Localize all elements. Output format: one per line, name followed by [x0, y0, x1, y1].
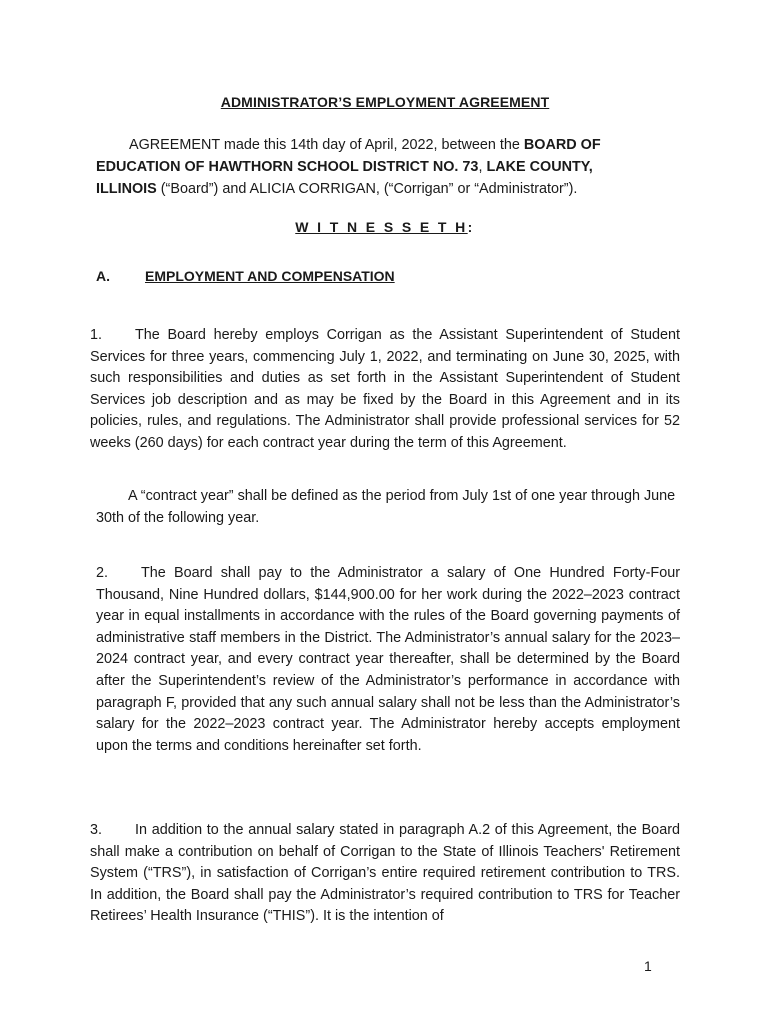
- section-a-heading: [96, 268, 395, 284]
- intro-lead: AGREEMENT made this 14th day of April, 2022, between the: [129, 137, 524, 153]
- paragraph-2-number: 2.: [96, 565, 109, 581]
- intro-tail: (“Board”) and ALICIA CORRIGAN, (“Corrigan” or “Administrator”).: [156, 181, 578, 197]
- paragraph-3: [90, 820, 680, 928]
- section-a-title: EMPLOYMENT AND COMPENSATION: [145, 268, 395, 284]
- witnesseth-text: W I T N E S S E T H: [295, 219, 468, 235]
- paragraph-1-text: The Board hereby employs Corrigan as the Assistant Superintendent of Student Services for three years, commencing July 1, 2022, and terminating on June 30, 2025, with such responsibilities and duties as set forth in the Assistant Superintendent of Student Services job description and as may be fixed by the Board in this Agreement and in its policies, rules, and regulations. The Administrator shall provide professional services for 52 weeks (260 days) for each contract year during the term of this Agreement.: [90, 327, 680, 451]
- paragraph-1: [90, 325, 680, 455]
- paragraph-3-text: In addition to the annual salary stated in paragraph A.2 of this Agreement, the Board shall make a contribution on behalf of Corrigan to the State of Illinois Teachers' Retirement System (“TRS”), in satisfaction of Corrigan’s entire required retirement contribution to TRS. In addition, the Board shall pay the Administrator’s required contribution to TRS for Teacher Retirees’ Health Insurance (“THIS”). It is the intention of: [90, 822, 680, 925]
- section-a-letter: A.: [96, 268, 110, 284]
- paragraph-2-text: The Board shall pay to the Administrator a salary of One Hundred Forty-Four Thousand, Nine Hundred dollars, $144,900.00 for her work during the 2022–2023 contract year in equal installments in accordance with the rules of the Board governing payments of administrative staff members in the District. The Administrator’s annual salary for the 2023–2024 contract year, and every contract year thereafter, shall be determined by the Board after the Superintendent’s review of the Administrator’s performance in accordance with paragraph F, provided that any such annual salary shall not be less than the Administrator’s salary for the 2022–2023 contract year. The Administrator hereby accepts employment upon the terms and conditions hereinafter set forth.: [96, 565, 680, 754]
- board-name: BOARD OF EDUCATION OF HAWTHORN SCHOOL DISTRICT NO. 73: [96, 137, 601, 175]
- intro-paragraph: [96, 134, 656, 200]
- witnesseth-heading: [0, 219, 770, 235]
- paragraph-3-number: 3.: [90, 822, 103, 838]
- paragraph-1-number: 1.: [90, 327, 103, 343]
- document-title: ADMINISTRATOR’S EMPLOYMENT AGREEMENT: [220, 94, 550, 110]
- page-number: 1: [644, 958, 652, 974]
- intro-separator: ,: [478, 159, 487, 175]
- county-name: LAKE COUNTY, ILLINOIS: [96, 159, 593, 197]
- contract-year-definition: [96, 486, 676, 529]
- paragraph-2: [96, 563, 680, 757]
- contract-year-definition-text: A “contract year” shall be defined as the period from July 1st of one year through June 30th of the following year.: [96, 488, 676, 526]
- witnesseth-colon: :: [467, 219, 475, 235]
